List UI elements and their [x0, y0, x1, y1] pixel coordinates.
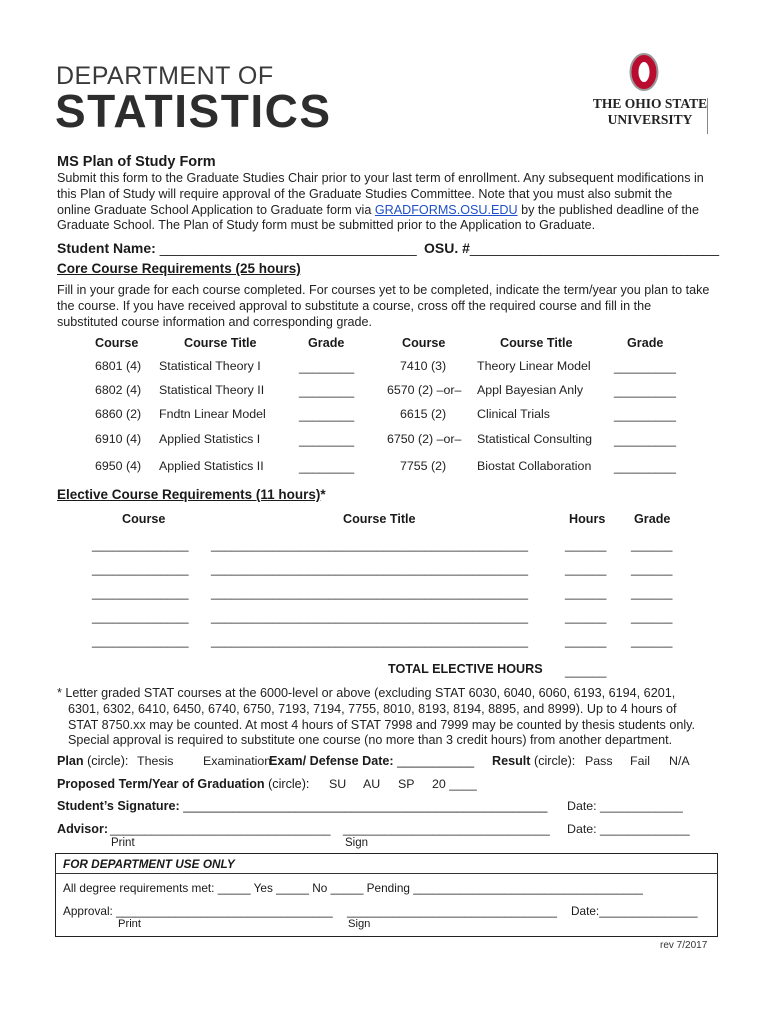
core-grade-field[interactable]: ________	[299, 384, 355, 398]
approval-print-caption: Print	[118, 918, 142, 930]
core-course: 6801 (4)	[95, 359, 142, 373]
core-title: Fndtn Linear Model	[159, 407, 266, 421]
elective-header-grade: Grade	[634, 512, 671, 526]
core-header-title: Course Title	[184, 336, 257, 350]
advisor-print-field[interactable]: ________________________________	[110, 822, 331, 836]
elective-hours-field[interactable]: ______	[565, 562, 607, 576]
revision-date: rev 7/2017	[660, 940, 708, 951]
elective-footnote: * Letter graded STAT courses at the 6000-level or above (excluding STAT 6030, 6040, 6060, 6193, 6194, 6201, 6301, 6302, 6410, 6450, 6740, 6750, 7193, 7194, 7755, 8010, 8193, 8194, 8895, and 8999). Up to 4 hours of STAT 8750.xx may be counted. At most 4 hours of STAT 7998 and 7999 may be counted by thesis students only. Special approval is required to substitute one course (no more than 3 credit hours) from another department.	[57, 686, 696, 748]
elective-course-field[interactable]: ______________	[92, 562, 189, 576]
elective-title-field[interactable]: ______________________________________________	[211, 562, 528, 576]
approval-date-field[interactable]: Date:_______________	[571, 904, 698, 918]
intro-paragraph: Submit this form to the Graduate Studies Chair prior to your last term of enrollment. Any subsequent modifications in this Plan of Study will require approval of the Graduate Studies Committee. Note that you must also submit the online Graduate School Application to Graduate form via GRADFORMS.OSU.EDU by the published deadline of the Graduate School. The Plan of Study form must be submitted prior to the Application to Graduate.	[57, 171, 704, 233]
advisor-label: Advisor:	[57, 822, 109, 836]
core-title: Statistical Theory II	[159, 383, 265, 397]
elective-hours-field[interactable]: ______	[565, 538, 607, 552]
core-course: 6750 (2) –or–	[387, 432, 462, 446]
elective-grade-field[interactable]: ______	[631, 610, 673, 624]
dept-box-divider	[55, 873, 718, 874]
core-title: Applied Statistics I	[159, 432, 261, 446]
student-name-field[interactable]: Student Name: _________________________________	[57, 240, 417, 256]
elective-hours-field[interactable]: ______	[565, 634, 607, 648]
core-grade-field[interactable]: ________	[299, 360, 355, 374]
grad-option-au[interactable]: AU	[363, 777, 381, 791]
elective-header-title: Course Title	[343, 512, 416, 526]
gradforms-link[interactable]: GRADFORMS.OSU.EDU	[374, 202, 518, 217]
dept-box-title: FOR DEPARTMENT USE ONLY	[63, 857, 235, 871]
total-elective-label: TOTAL ELECTIVE HOURS	[388, 662, 543, 676]
osu-number-field[interactable]: OSU. #________________________________	[424, 240, 720, 256]
core-course: 7755 (2)	[400, 459, 447, 473]
result-option-pass[interactable]: Pass	[585, 754, 613, 768]
core-title: Statistical Theory I	[159, 359, 261, 373]
elective-heading: Elective Course Requirements (11 hours)*	[57, 487, 326, 502]
result-option-na[interactable]: N/A	[669, 754, 690, 768]
core-title: Theory Linear Model	[477, 359, 591, 373]
exam-date-field[interactable]: Exam/ Defense Date: ___________	[269, 754, 475, 768]
core-title: Appl Bayesian Anly	[477, 383, 584, 397]
core-header-grade2: Grade	[627, 336, 664, 350]
graduation-label: Proposed Term/Year of Graduation (circle):	[57, 777, 310, 791]
elective-hours-field[interactable]: ______	[565, 586, 607, 600]
core-grade-field[interactable]: _________	[614, 460, 677, 474]
elective-title-field[interactable]: ______________________________________________	[211, 610, 528, 624]
elective-header-course: Course	[122, 512, 166, 526]
core-grade-field[interactable]: ________	[299, 460, 355, 474]
requirements-met-field[interactable]: All degree requirements met: _____ Yes _____ No _____ Pending ___________________________________	[63, 881, 643, 895]
approval-sign-field[interactable]: ________________________________	[347, 904, 557, 918]
elective-course-field[interactable]: ______________	[92, 610, 189, 624]
elective-grade-field[interactable]: ______	[631, 562, 673, 576]
core-grade-field[interactable]: _________	[614, 360, 677, 374]
elective-hours-field[interactable]: ______	[565, 610, 607, 624]
advisor-sign-caption: Sign	[345, 837, 369, 849]
osu-wordmark: THE OHIO STATE UNIVERSITY	[592, 96, 708, 127]
elective-course-field[interactable]: ______________	[92, 538, 189, 552]
dept-title-line2: STATISTICS	[55, 85, 332, 137]
core-course: 6802 (4)	[95, 383, 142, 397]
approval-sign-caption: Sign	[348, 918, 371, 930]
dept-title-line1: DEPARTMENT OF	[56, 62, 274, 90]
core-course: 7410 (3)	[400, 359, 447, 373]
grad-option-sp[interactable]: SP	[398, 777, 415, 791]
core-course: 6950 (4)	[95, 459, 142, 473]
student-date-field[interactable]: Date: ____________	[567, 799, 683, 813]
elective-title-field[interactable]: ______________________________________________	[211, 538, 528, 552]
core-header-grade: Grade	[308, 336, 345, 350]
core-grade-field[interactable]: _________	[614, 433, 677, 447]
result-option-fail[interactable]: Fail	[630, 754, 650, 768]
core-grade-field[interactable]: ________	[299, 408, 355, 422]
elective-course-field[interactable]: ______________	[92, 586, 189, 600]
core-course: 6910 (4)	[95, 432, 142, 446]
core-course: 6860 (2)	[95, 407, 142, 421]
plan-row: Plan (circle):	[57, 754, 129, 768]
core-title: Applied Statistics II	[159, 459, 264, 473]
grad-option-su[interactable]: SU	[329, 777, 347, 791]
elective-title-field[interactable]: ______________________________________________	[211, 634, 528, 648]
core-header-title2: Course Title	[500, 336, 573, 350]
block-o-icon	[629, 52, 659, 92]
osu-logo	[582, 52, 712, 132]
plan-option-exam[interactable]: Examination	[203, 754, 272, 768]
advisor-date-field[interactable]: Date: _____________	[567, 822, 690, 836]
core-grade-field[interactable]: _________	[614, 408, 677, 422]
core-title: Clinical Trials	[477, 407, 550, 421]
elective-grade-field[interactable]: ______	[631, 634, 673, 648]
core-header-course: Course	[95, 336, 139, 350]
elective-course-field[interactable]: ______________	[92, 634, 189, 648]
core-heading: Core Course Requirements (25 hours)	[57, 261, 301, 276]
grad-year-field[interactable]: 20 ____	[432, 777, 477, 791]
elective-grade-field[interactable]: ______	[631, 586, 673, 600]
form-title: MS Plan of Study Form	[57, 154, 216, 170]
core-course: 6570 (2) –or–	[387, 383, 462, 397]
advisor-sign-field[interactable]: ______________________________	[343, 822, 550, 836]
student-signature-field[interactable]: Student’s Signature: ____________________________________________________	[57, 799, 548, 813]
advisor-print-caption: Print	[111, 837, 135, 849]
plan-option-thesis[interactable]: Thesis	[137, 754, 174, 768]
approval-print-field[interactable]: Approval: _________________________________	[63, 904, 333, 918]
result-label: Result (circle):	[492, 754, 576, 768]
core-grade-field[interactable]: _________	[614, 384, 677, 398]
elective-grade-field[interactable]: ______	[631, 538, 673, 552]
core-title: Biostat Collaboration	[477, 459, 592, 473]
elective-title-field[interactable]: ______________________________________________	[211, 586, 528, 600]
core-instructions: Fill in your grade for each course completed. For courses yet to be completed, indicate the term/year you plan to take the course. If you have received approval to substitute a course, cross off the required course and fill in the substituted course information and corresponding grade.	[57, 283, 710, 329]
core-grade-field[interactable]: ________	[299, 433, 355, 447]
core-title: Statistical Consulting	[477, 432, 593, 446]
total-elective-field[interactable]: ______	[565, 664, 607, 678]
elective-header-hours: Hours	[569, 512, 606, 526]
core-course: 6615 (2)	[400, 407, 447, 421]
core-header-course2: Course	[402, 336, 446, 350]
logo-divider	[707, 98, 708, 134]
